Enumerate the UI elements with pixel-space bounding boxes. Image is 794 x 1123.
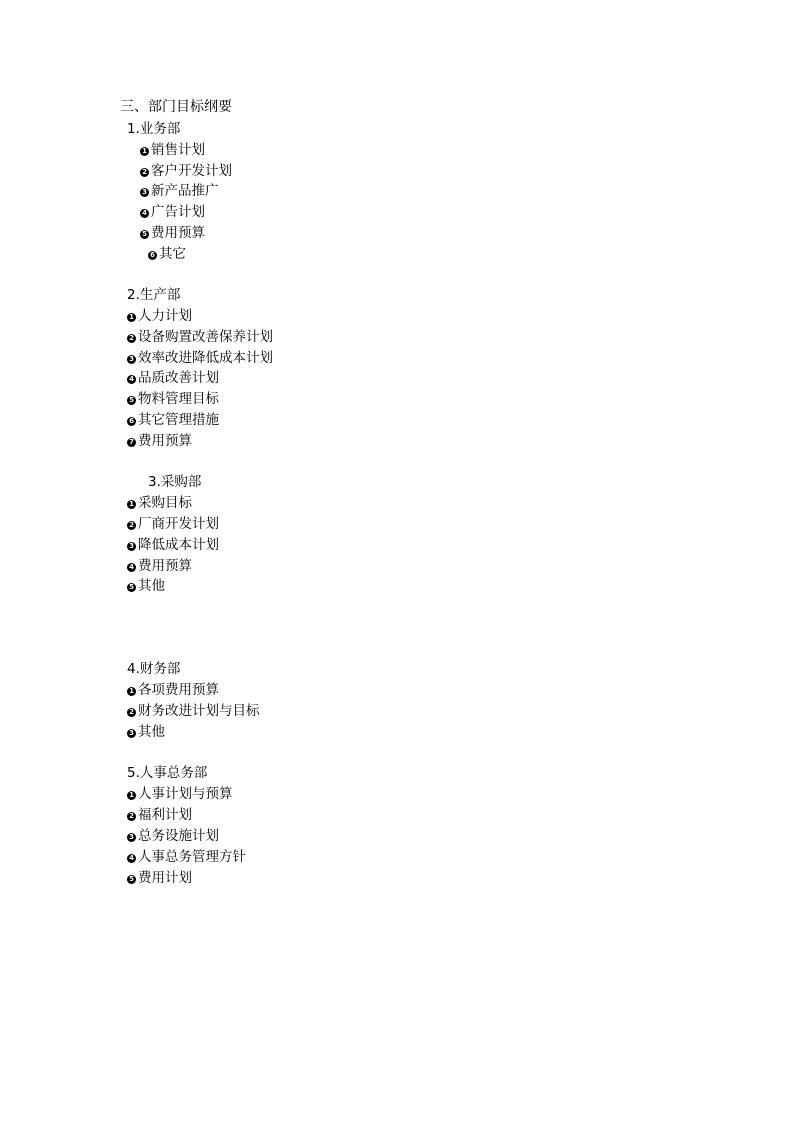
number-badge-icon: 5 [127, 875, 136, 884]
number-badge-icon: 3 [140, 188, 149, 197]
number-badge-icon: 4 [127, 563, 136, 572]
number-badge-icon: 5 [127, 583, 136, 592]
section-heading-finance: 4.财务部 [127, 661, 181, 677]
list-item-text: 客户开发计划 [151, 163, 232, 179]
list-item [127, 869, 192, 887]
list-item [127, 349, 273, 367]
number-badge-icon: 3 [127, 833, 136, 842]
list-item [140, 224, 205, 242]
list-item-text: 其它 [159, 246, 186, 262]
list-item-text: 降低成本计划 [138, 537, 219, 553]
section-heading-purchasing: 3.采购部 [148, 474, 202, 490]
list-item [127, 702, 260, 720]
list-item [127, 681, 219, 699]
section-heading-hr-admin: 5.人事总务部 [127, 765, 208, 781]
page-title: 三、部门目标纲要 [120, 99, 232, 115]
list-item [127, 390, 219, 408]
list-item-text: 费用预算 [138, 558, 192, 574]
list-item [140, 141, 205, 159]
list-item [127, 369, 219, 387]
list-item-text: 其他 [138, 724, 165, 740]
list-item-text: 各项费用预算 [138, 682, 219, 698]
list-item [127, 411, 219, 429]
list-item [127, 785, 233, 803]
list-item [127, 806, 192, 824]
number-badge-icon: 2 [127, 812, 136, 821]
list-item-text: 广告计划 [151, 204, 205, 220]
number-badge-icon: 2 [140, 168, 149, 177]
list-item-text: 采购目标 [138, 495, 192, 511]
list-item-text: 福利计划 [138, 807, 192, 823]
list-item-text: 厂商开发计划 [138, 516, 219, 532]
list-item [140, 162, 232, 180]
list-item [127, 557, 192, 575]
list-item-text: 品质改善计划 [138, 370, 219, 386]
list-item-text: 人力计划 [138, 308, 192, 324]
list-item-text: 设备购置改善保养计划 [138, 329, 273, 345]
list-item [140, 203, 205, 221]
list-item-text: 效率改进降低成本计划 [138, 350, 273, 366]
list-item [127, 515, 219, 533]
number-badge-icon: 7 [127, 438, 136, 447]
list-item [127, 848, 246, 866]
number-badge-icon: 3 [127, 729, 136, 738]
list-item [127, 432, 192, 450]
section-heading-production: 2.生产部 [127, 287, 181, 303]
number-badge-icon: 1 [140, 147, 149, 156]
number-badge-icon: 4 [140, 209, 149, 218]
number-badge-icon: 2 [127, 521, 136, 530]
number-badge-icon: 3 [127, 355, 136, 364]
number-badge-icon: 1 [127, 687, 136, 696]
list-item-text: 财务改进计划与目标 [138, 703, 260, 719]
list-item-text: 人事计划与预算 [138, 786, 233, 802]
number-badge-icon: 4 [127, 375, 136, 384]
list-item [127, 307, 192, 325]
number-badge-icon: 1 [127, 791, 136, 800]
number-badge-icon: 4 [127, 854, 136, 863]
list-item-text: 新产品推广 [151, 183, 219, 199]
list-item [127, 494, 192, 512]
list-item-text: 总务设施计划 [138, 828, 219, 844]
number-badge-icon: 1 [127, 500, 136, 509]
number-badge-icon: 2 [127, 334, 136, 343]
list-item [127, 723, 165, 741]
list-item [127, 536, 219, 554]
list-item-text: 费用预算 [151, 225, 205, 241]
list-item-text: 物料管理目标 [138, 391, 219, 407]
list-item [127, 827, 219, 845]
number-badge-icon: 5 [140, 230, 149, 239]
list-item-text: 其它管理措施 [138, 412, 219, 428]
list-item [148, 245, 186, 263]
list-item-text: 人事总务管理方针 [138, 849, 246, 865]
list-item-text: 销售计划 [151, 142, 205, 158]
list-item-text: 其他 [138, 578, 165, 594]
list-item-text: 费用预算 [138, 433, 192, 449]
number-badge-icon: 2 [127, 708, 136, 717]
list-item [140, 182, 219, 200]
number-badge-icon: 1 [127, 313, 136, 322]
list-item [127, 577, 165, 595]
number-badge-icon: 5 [127, 396, 136, 405]
list-item [127, 328, 273, 346]
number-badge-icon: 3 [127, 542, 136, 551]
number-badge-icon: 6 [127, 417, 136, 426]
number-badge-icon: 6 [148, 251, 157, 260]
section-heading-sales: 1.业务部 [127, 121, 181, 137]
list-item-text: 费用计划 [138, 870, 192, 886]
